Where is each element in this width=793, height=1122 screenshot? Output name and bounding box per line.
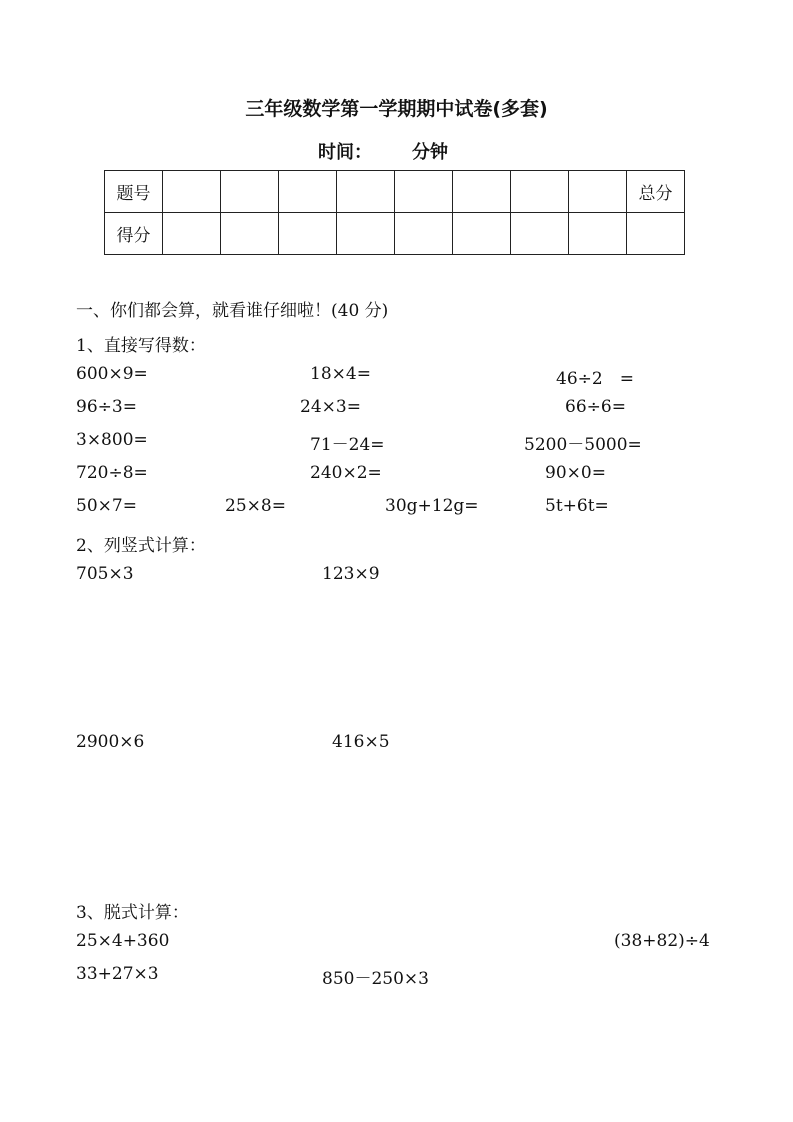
q2-heading: 2、列竖式计算： xyxy=(76,536,206,556)
score-cell[interactable] xyxy=(163,213,221,255)
q2-item: 123×9 xyxy=(322,564,380,584)
q1-item: 5t+6t= xyxy=(545,496,609,516)
total-score-cell[interactable] xyxy=(627,213,685,255)
q3-item: 850－250×3 xyxy=(322,969,429,989)
score-cell[interactable] xyxy=(221,213,279,255)
q1-item: 46÷2 = xyxy=(556,369,634,389)
q1-item: 50×7= xyxy=(76,496,137,516)
q3-item: 33+27×3 xyxy=(76,964,159,984)
section1-heading: 一、你们都会算，就看谁仔细啦！(40 分) xyxy=(76,301,389,321)
q2-item: 2900×6 xyxy=(76,732,145,752)
score-cell[interactable] xyxy=(511,171,569,213)
score-cell[interactable] xyxy=(279,171,337,213)
q1-item: 18×4= xyxy=(310,364,371,384)
q1-item: 24×3= xyxy=(300,397,361,417)
score-cell[interactable] xyxy=(569,213,627,255)
q1-item: 66÷6= xyxy=(565,397,626,417)
score-cell[interactable] xyxy=(453,171,511,213)
q1-item: 25×8= xyxy=(225,496,286,516)
row-label-score: 得分 xyxy=(105,213,163,255)
q1-item: 90×0= xyxy=(545,463,606,483)
score-table xyxy=(104,170,685,255)
score-cell[interactable] xyxy=(163,171,221,213)
score-cell[interactable] xyxy=(279,213,337,255)
q2-item: 416×5 xyxy=(332,732,390,752)
q3-heading: 3、脱式计算： xyxy=(76,903,189,923)
score-cell[interactable] xyxy=(569,171,627,213)
time-unit: 分钟 xyxy=(412,142,448,163)
time-label: 时间： xyxy=(318,142,372,163)
q1-item: 240×2= xyxy=(310,463,382,483)
row-label-number: 题号 xyxy=(105,171,163,213)
q1-item: 71－24= xyxy=(310,435,385,455)
page-title: 三年级数学第一学期期中试卷(多套) xyxy=(245,98,548,120)
score-table-row-score xyxy=(105,213,685,255)
q1-item: 5200－5000= xyxy=(524,435,642,455)
score-cell[interactable] xyxy=(395,213,453,255)
q2-item: 705×3 xyxy=(76,564,134,584)
score-cell[interactable] xyxy=(395,171,453,213)
time-row xyxy=(318,138,448,164)
total-label: 总分 xyxy=(627,171,685,213)
q3-item: (38+82)÷4 xyxy=(614,931,710,951)
q1-heading: 1、直接写得数： xyxy=(76,336,206,356)
score-cell[interactable] xyxy=(337,213,395,255)
q3-item: 25×4+360 xyxy=(76,931,170,951)
score-cell[interactable] xyxy=(453,213,511,255)
score-cell[interactable] xyxy=(511,213,569,255)
score-cell[interactable] xyxy=(221,171,279,213)
q1-item: 96÷3= xyxy=(76,397,137,417)
q1-item: 720÷8= xyxy=(76,463,148,483)
q1-item: 600×9= xyxy=(76,364,148,384)
q1-item: 30g+12g= xyxy=(385,496,479,516)
score-cell[interactable] xyxy=(337,171,395,213)
q1-item: 3×800= xyxy=(76,430,148,450)
score-table-row-number xyxy=(105,171,685,213)
